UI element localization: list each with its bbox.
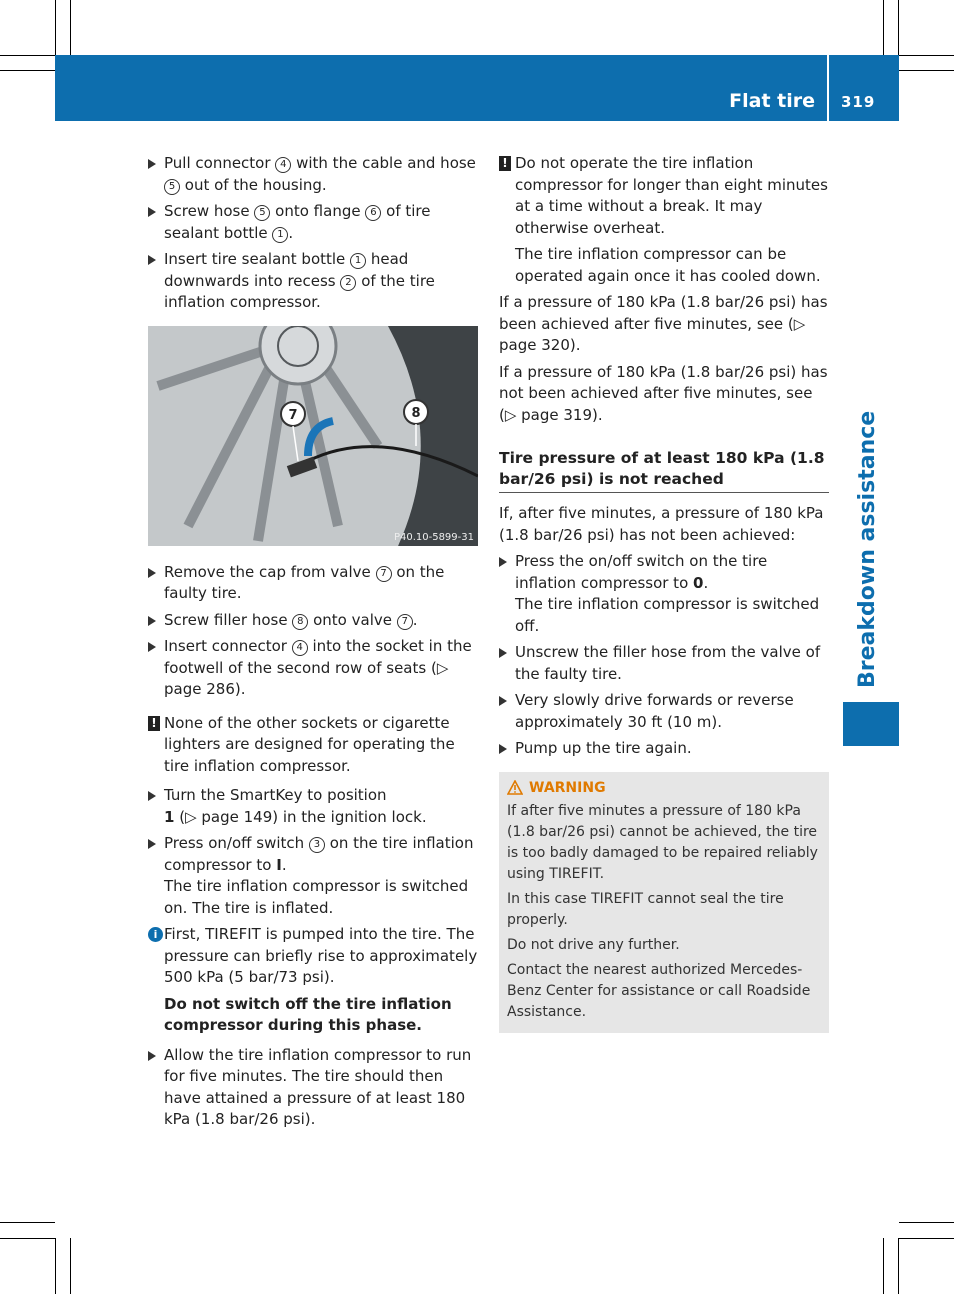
header-divider [827, 55, 829, 121]
warning-text: Contact the nearest authorized Mercedes-Benz Center for assistance or call Roadside Assistance. [507, 961, 811, 1020]
caution-note: ! None of the other sockets or cigarette lighters are designed for operating the tire inflation compressor. [148, 713, 478, 778]
warning-text: If after five minutes a pressure of 180 kPa (1.8 bar/26 psi) cannot be achieved, the tire is too badly damaged to be repaired reliably using TIREFIT. [507, 802, 818, 882]
callout-number: 6 [365, 205, 381, 221]
page-reference-link[interactable]: (▷ page 286). [164, 658, 449, 698]
callout-8-label: 8 [411, 405, 421, 421]
instruction-step: Insert tire sealant bottle 1 head downwards into recess 2 of the tire inflation compressor. [148, 249, 478, 314]
step-arrow-icon [148, 568, 156, 578]
info-note-emphasis: Do not switch off the tire inflation compressor during this phase. [164, 994, 452, 1034]
step-result: The tire inflation compressor is switched on. The tire is inflated. [164, 877, 469, 917]
page-header [55, 55, 899, 121]
wheel-image [148, 326, 478, 546]
page-reference-link[interactable]: (▷ page 149) in the ignition lock. [179, 807, 427, 826]
paragraph: If a pressure of 180 kPa (1.8 bar/26 psi) has not been achieved after five minutes, see (▷ page 319). [499, 362, 828, 424]
step-arrow-icon [148, 255, 156, 265]
instruction-step: Remove the cap from valve 7 on the faulty tire. [148, 562, 478, 605]
callout-number: 5 [254, 205, 270, 221]
step-arrow-icon [148, 207, 156, 217]
step-result: The tire inflation compressor is switched off. [515, 595, 820, 635]
instruction-step: Pull connector 4 with the cable and hose 5 out of the housing. [148, 153, 478, 196]
left-column [148, 153, 478, 1136]
step-arrow-icon [148, 159, 156, 169]
crop-mark [70, 0, 71, 55]
caution-note-continued: The tire inflation compressor can be operated again once it has cooled down. [515, 245, 821, 285]
instruction-step: Screw filler hose 8 onto valve 7 . [148, 610, 478, 632]
crop-mark [899, 55, 954, 56]
step-arrow-icon [148, 642, 156, 652]
crop-mark [0, 70, 55, 71]
exclamation-icon: ! [499, 156, 511, 171]
warning-text: Do not drive any further. [507, 936, 680, 953]
crop-mark [55, 1238, 56, 1294]
callout-number: 2 [340, 275, 356, 291]
callout-number: 4 [292, 640, 308, 656]
tire-valve-illustration [148, 326, 478, 546]
callout-number: 7 [397, 614, 413, 630]
crop-mark [898, 0, 899, 55]
instruction-step: Insert connector 4 into the socket in the footwell of the second row of seats (▷ page 286). [148, 636, 478, 701]
section-heading: Tire pressure of at least 180 kPa (1.8 bar/26 psi) is not reached [499, 448, 829, 493]
instruction-step: Screw hose 5 onto flange 6 of tire sealant bottle 1 . [148, 201, 478, 244]
callout-number: 3 [309, 837, 325, 853]
crop-mark [899, 1222, 954, 1223]
instruction-step: Press on/off switch 3 on the tire inflation compressor to I. The tire inflation compressor is switched on. The tire is inflated. [148, 833, 478, 919]
crop-mark [898, 1238, 899, 1294]
step-arrow-icon [499, 744, 507, 754]
crop-mark [883, 0, 884, 55]
paragraph: If, after five minutes, a pressure of 180 kPa (1.8 bar/26 psi) has not been achieved: [499, 504, 824, 544]
step-arrow-icon [148, 839, 156, 849]
warning-triangle-icon [507, 780, 523, 795]
paragraph: If a pressure of 180 kPa (1.8 bar/26 psi) has been achieved after five minutes, see (▷ page 320). [499, 293, 828, 354]
step-arrow-icon [499, 648, 507, 658]
page-number: 319 [841, 93, 876, 111]
callout-number: 4 [275, 157, 291, 173]
crop-mark [0, 1222, 55, 1223]
warning-box [499, 772, 829, 1033]
step-arrow-icon [148, 616, 156, 626]
instruction-step: Press the on/off switch on the tire inflation compressor to 0. The tire inflation compressor is switched off. [499, 551, 829, 637]
instruction-step: Very slowly drive forwards or reverse approximately 30 ft (10 m). [499, 690, 829, 733]
section-tab-label: Breakdown assistance [855, 410, 880, 688]
crop-mark [899, 70, 954, 71]
step-arrow-icon [499, 696, 507, 706]
figure-code: P40.10-5899-31 [393, 531, 474, 543]
crop-mark [899, 1238, 954, 1239]
warning-heading: WARNING [507, 778, 820, 799]
crop-mark [883, 1238, 884, 1294]
callout-number: 5 [164, 179, 180, 195]
exclamation-icon: ! [148, 716, 160, 731]
crop-mark [55, 0, 56, 55]
right-column [499, 153, 829, 1033]
section-tab-marker [843, 702, 899, 746]
instruction-step: Unscrew the filler hose from the valve of the faulty tire. [499, 642, 829, 685]
instruction-step: Turn the SmartKey to position 1 (▷ page 149) in the ignition lock. [148, 785, 478, 828]
callout-number: 8 [292, 614, 308, 630]
callout-number: 1 [272, 227, 288, 243]
callout-7-label: 7 [288, 407, 298, 423]
step-arrow-icon [148, 1051, 156, 1061]
info-icon: i [148, 927, 163, 942]
info-note: i First, TIREFIT is pumped into the tire. The pressure can briefly rise to approximately 500 kPa (5 bar/73 psi). [148, 924, 478, 989]
page-title: Flat tire [729, 90, 815, 112]
crop-mark [0, 1238, 55, 1239]
instruction-step: Pump up the tire again. [499, 738, 829, 760]
warning-text: In this case TIREFIT cannot seal the tire properly. [507, 890, 784, 928]
caution-note: ! Do not operate the tire inflation compressor for longer than eight minutes at a time without a break. It may otherwise overheat. [499, 153, 829, 239]
step-arrow-icon [148, 791, 156, 801]
callout-number: 7 [376, 566, 392, 582]
callout-number: 1 [350, 253, 366, 269]
step-arrow-icon [499, 557, 507, 567]
crop-mark [0, 55, 55, 56]
crop-mark [70, 1238, 71, 1294]
instruction-step: Allow the tire inflation compressor to run for five minutes. The tire should then have attained a pressure of at least 180 kPa (1.8 bar/26 psi). [148, 1045, 478, 1131]
